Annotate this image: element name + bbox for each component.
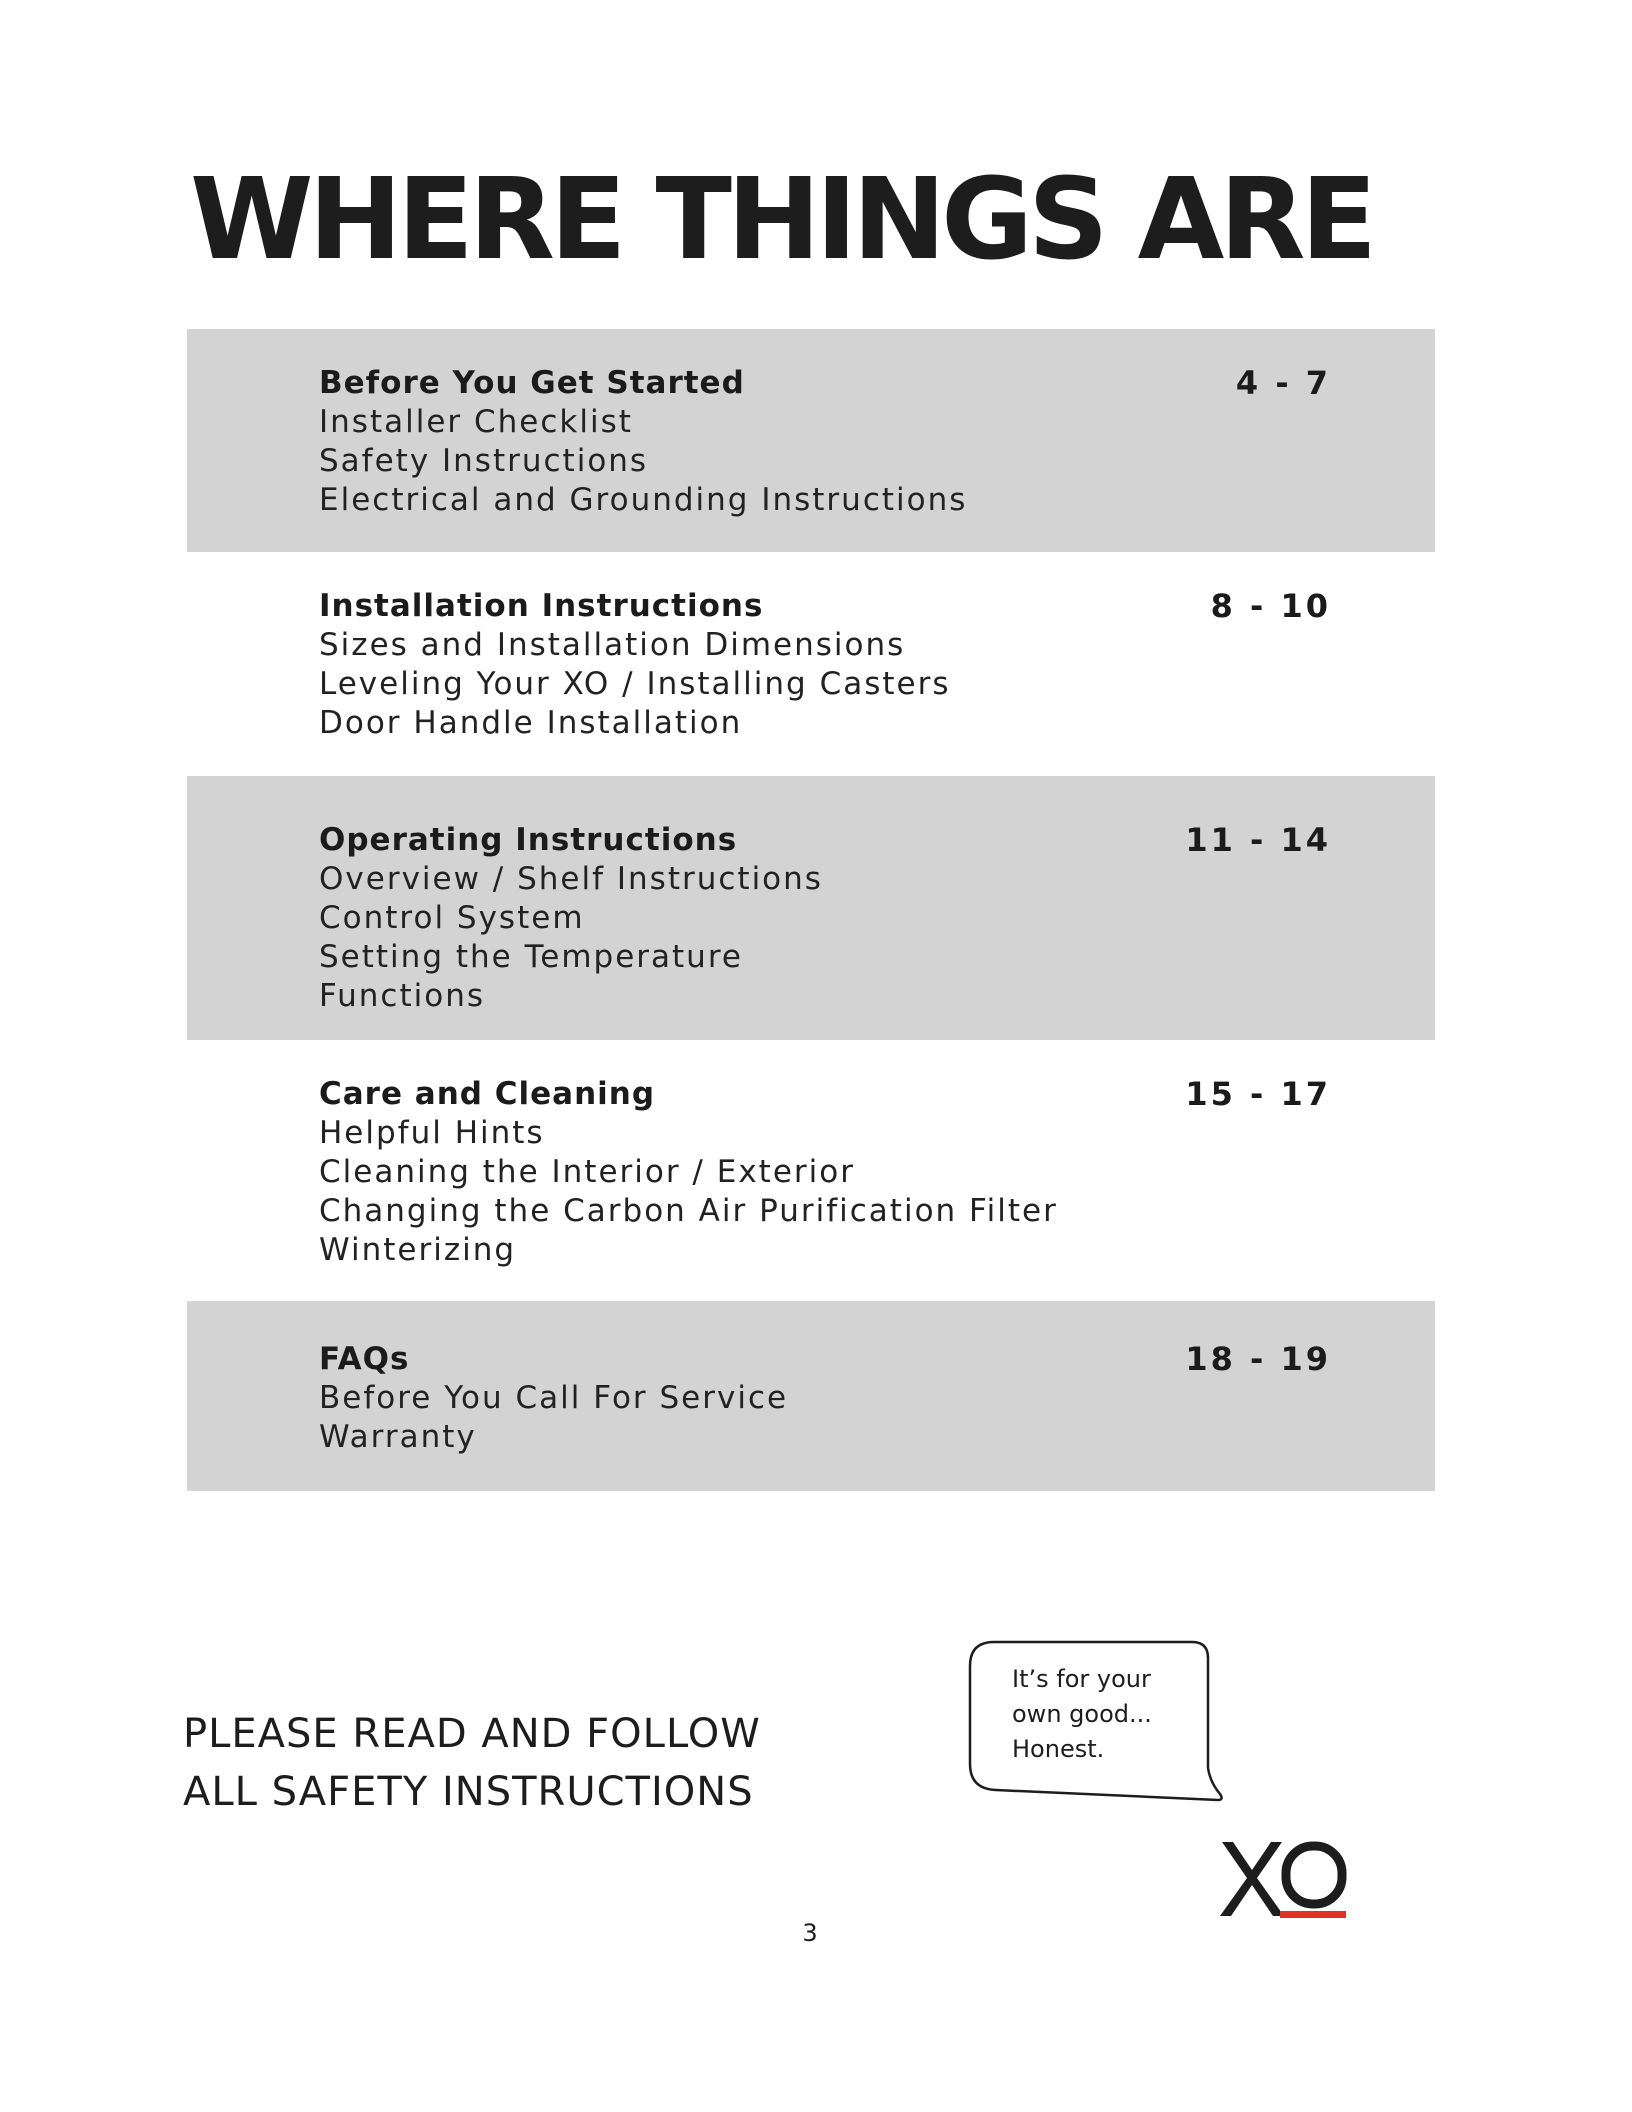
section-item: Sizes and Installation Dimensions [319,627,906,663]
section-page-range: 15 - 17 [1185,1075,1331,1113]
speech-bubble-line: It’s for your [1012,1665,1151,1693]
section-page-range: 18 - 19 [1185,1340,1331,1378]
page-number: 3 [802,1919,818,1947]
toc-section-care-and-cleaning [187,1040,1435,1301]
section-page-range: 4 - 7 [1235,364,1331,402]
safety-notice-line: PLEASE READ AND FOLLOW [183,1711,761,1757]
section-heading: Care and Cleaning [319,1076,656,1112]
section-item: Safety Instructions [319,443,649,479]
section-item: Electrical and Grounding Instructions [319,482,968,518]
section-item: Control System [319,900,585,936]
safety-notice [183,1705,761,1821]
speech-bubble-line: own good... [1012,1700,1152,1728]
toc-section-installation-instructions [187,552,1435,776]
section-item: Setting the Temperature [319,939,743,975]
section-heading: Installation Instructions [319,588,764,624]
xo-logo [1218,1838,1350,1922]
section-page-range: 11 - 14 [1185,821,1331,859]
section-item: Overview / Shelf Instructions [319,861,823,897]
toc-section-faqs [187,1301,1435,1491]
section-item: Before You Call For Service [319,1380,789,1416]
section-item: Changing the Carbon Air Purification Filter [319,1193,1058,1229]
safety-notice-line: ALL SAFETY INSTRUCTIONS [183,1769,754,1815]
section-item: Door Handle Installation [319,705,743,741]
section-heading: Before You Get Started [319,365,745,401]
table-of-contents [187,329,1435,1491]
section-item: Cleaning the Interior / Exterior [319,1154,855,1190]
page-title: WHERE THINGS ARE [190,155,1373,285]
speech-bubble [968,1640,1238,1820]
speech-bubble-line: Honest. [1012,1735,1105,1763]
section-heading: FAQs [319,1341,410,1377]
section-item: Leveling Your XO / Installing Casters [319,666,951,702]
section-item: Winterizing [319,1232,517,1268]
section-page-range: 8 - 10 [1210,587,1331,625]
section-heading: Operating Instructions [319,822,738,858]
section-item: Installer Checklist [319,404,633,440]
section-item: Warranty [319,1419,477,1455]
toc-section-operating-instructions [187,776,1435,1040]
toc-section-before-you-get-started [187,329,1435,552]
section-item: Helpful Hints [319,1115,545,1151]
section-item: Functions [319,978,486,1014]
xo-logo-mark [1218,1838,1350,1922]
